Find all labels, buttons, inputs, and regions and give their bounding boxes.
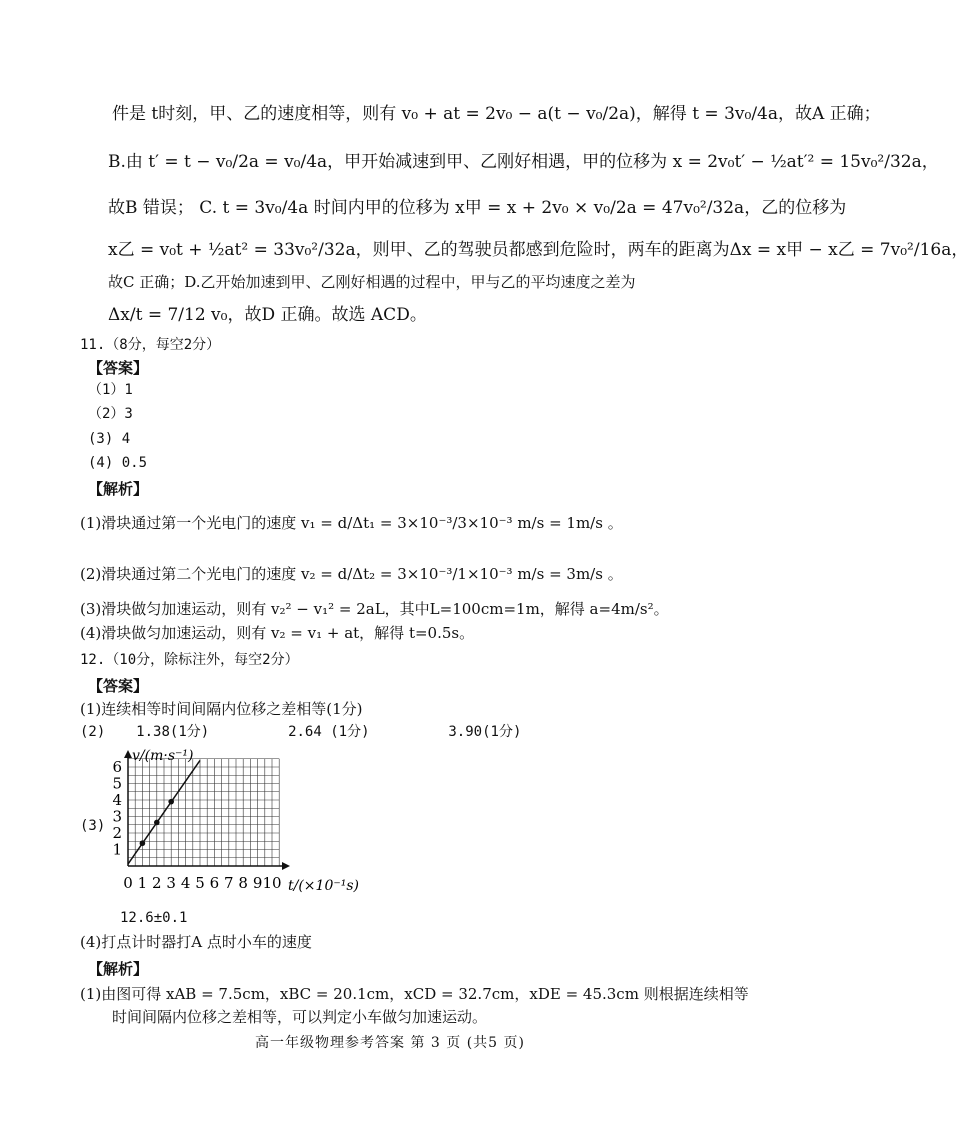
- data-point: [154, 820, 160, 826]
- y-tick-label: 4: [112, 791, 122, 809]
- q11-answer-title: 【答案】: [88, 359, 149, 377]
- q12-answer-title: 【答案】: [88, 677, 149, 695]
- x-tick-label: 8: [238, 874, 248, 892]
- q12-answer-1: (1)连续相等时间间隔内位移之差相等(1分): [80, 700, 363, 718]
- page-footer: 高一年级物理参考答案 第 3 页 (共5 页): [255, 1035, 525, 1051]
- q11-answer-3: (3) 4: [88, 431, 131, 447]
- q11-analysis-2: (2)滑块通过第二个光电门的速度 v₂ = d/Δt₂ = 3×10⁻³/1×10⁻³ m/s = 3m/s 。: [80, 565, 623, 583]
- y-tick-label: 3: [112, 807, 122, 826]
- solution-line-3: 故B 错误； C. t = 3v₀/4a 时间内甲的位移为 x甲 = x + 2v₀ × v₀/2a = 47v₀²/32a，乙的位移为: [108, 198, 847, 218]
- x-tick-label: 3: [166, 874, 176, 892]
- q12-analysis-1: (1)由图可得 xAB = 7.5cm，xBC = 20.1cm，xCD = 32.7cm，xDE = 45.3cm 则根据连续相等: [80, 985, 749, 1003]
- q12-answer-3-label: (3): [80, 818, 106, 834]
- x-tick-labels: [123, 874, 281, 892]
- x-tick-label: 5: [195, 874, 205, 892]
- solution-line-6: Δx/t = 7/12 v₀，故D 正确。故选 ACD。: [108, 305, 427, 325]
- y-tick-label: 2: [112, 824, 122, 842]
- y-axis-label: v/(m·s⁻¹): [132, 748, 194, 764]
- y-tick-label: 6: [112, 758, 122, 776]
- q12-answer-4: (4)打点计时器打A 点时小车的速度: [80, 933, 312, 951]
- x-axis-arrow: [282, 862, 290, 870]
- q12-answer-2: [80, 724, 521, 742]
- q11-analysis-3: (3)滑块做匀加速运动，则有 v₂² − v₁² = 2aL，其中L=100cm=1m，解得 a=4m/s²。: [80, 600, 669, 618]
- velocity-time-graph: [108, 748, 398, 900]
- q11-answer-2: （2）3: [88, 406, 133, 422]
- q12-answer-3-result: 12.6±0.1: [120, 910, 188, 926]
- y-axis-arrow: [124, 750, 132, 758]
- q11-analysis-title: 【解析】: [88, 480, 149, 498]
- q12-value-2: 2.64 (1分): [288, 724, 370, 740]
- y-tick-label: 1: [112, 840, 122, 859]
- x-tick-label: 2: [152, 874, 162, 892]
- q11-answer-4: (4) 0.5: [88, 455, 148, 471]
- x-tick-label: 6: [209, 874, 220, 892]
- solution-line-5: 故C 正确；D.乙开始加速到甲、乙刚好相遇的过程中，甲与乙的平均速度之差为: [108, 273, 636, 291]
- x-tick-label: 0: [123, 874, 133, 892]
- graph-grid: [128, 759, 279, 866]
- data-point: [168, 799, 174, 805]
- solution-line-4: x乙 = v₀t + ½at² = 33v₀²/32a，则甲、乙的驾驶员都感到危险时，两车的距离为Δx = x甲 − x乙 = 7v₀²/16a，: [108, 240, 968, 260]
- q12-value-3: 3.90(1分): [448, 724, 522, 740]
- q12-analysis-2: 时间间隔内位移之差相等，可以判定小车做匀加速运动。: [112, 1008, 488, 1026]
- q11-analysis-4: (4)滑块做匀加速运动，则有 v₂ = v₁ + at，解得 t=0.5s。: [80, 624, 475, 642]
- x-tick-label: 10: [262, 874, 282, 892]
- q12-header: 12.（10分，除标注外，每空2分）: [80, 652, 299, 668]
- x-tick-label: 1: [137, 874, 148, 892]
- x-axis-label: t/(×10⁻¹s): [288, 878, 359, 894]
- y-tick-label: 5: [112, 774, 122, 793]
- solution-line-1: 件是 t时刻，甲、乙的速度相等，则有 v₀ + at = 2v₀ − a(t − v₀/2a)，解得 t = 3v₀/4a，故A 正确；: [112, 104, 881, 124]
- q12-answer-2-prefix: (2): [80, 724, 106, 740]
- solution-line-2: B.由 t′ = t − v₀/2a = v₀/4a，甲开始减速到甲、乙刚好相遇，甲的位移为 x = 2v₀t′ − ½at′² = 15v₀²/32a，: [108, 152, 939, 172]
- x-tick-label: 9: [252, 874, 263, 892]
- data-point: [140, 840, 146, 846]
- q11-analysis-1: (1)滑块通过第一个光电门的速度 v₁ = d/Δt₁ = 3×10⁻³/3×10⁻³ m/s = 1m/s 。: [80, 514, 623, 532]
- q11-header: 11.（8分，每空2分）: [80, 337, 221, 353]
- q12-value-1: 1.38(1分): [136, 724, 210, 740]
- y-tick-labels: [112, 758, 122, 859]
- q11-answer-1: （1）1: [88, 382, 133, 398]
- x-tick-label: 7: [224, 874, 234, 892]
- x-tick-label: 4: [180, 874, 191, 892]
- q12-analysis-title: 【解析】: [88, 960, 149, 978]
